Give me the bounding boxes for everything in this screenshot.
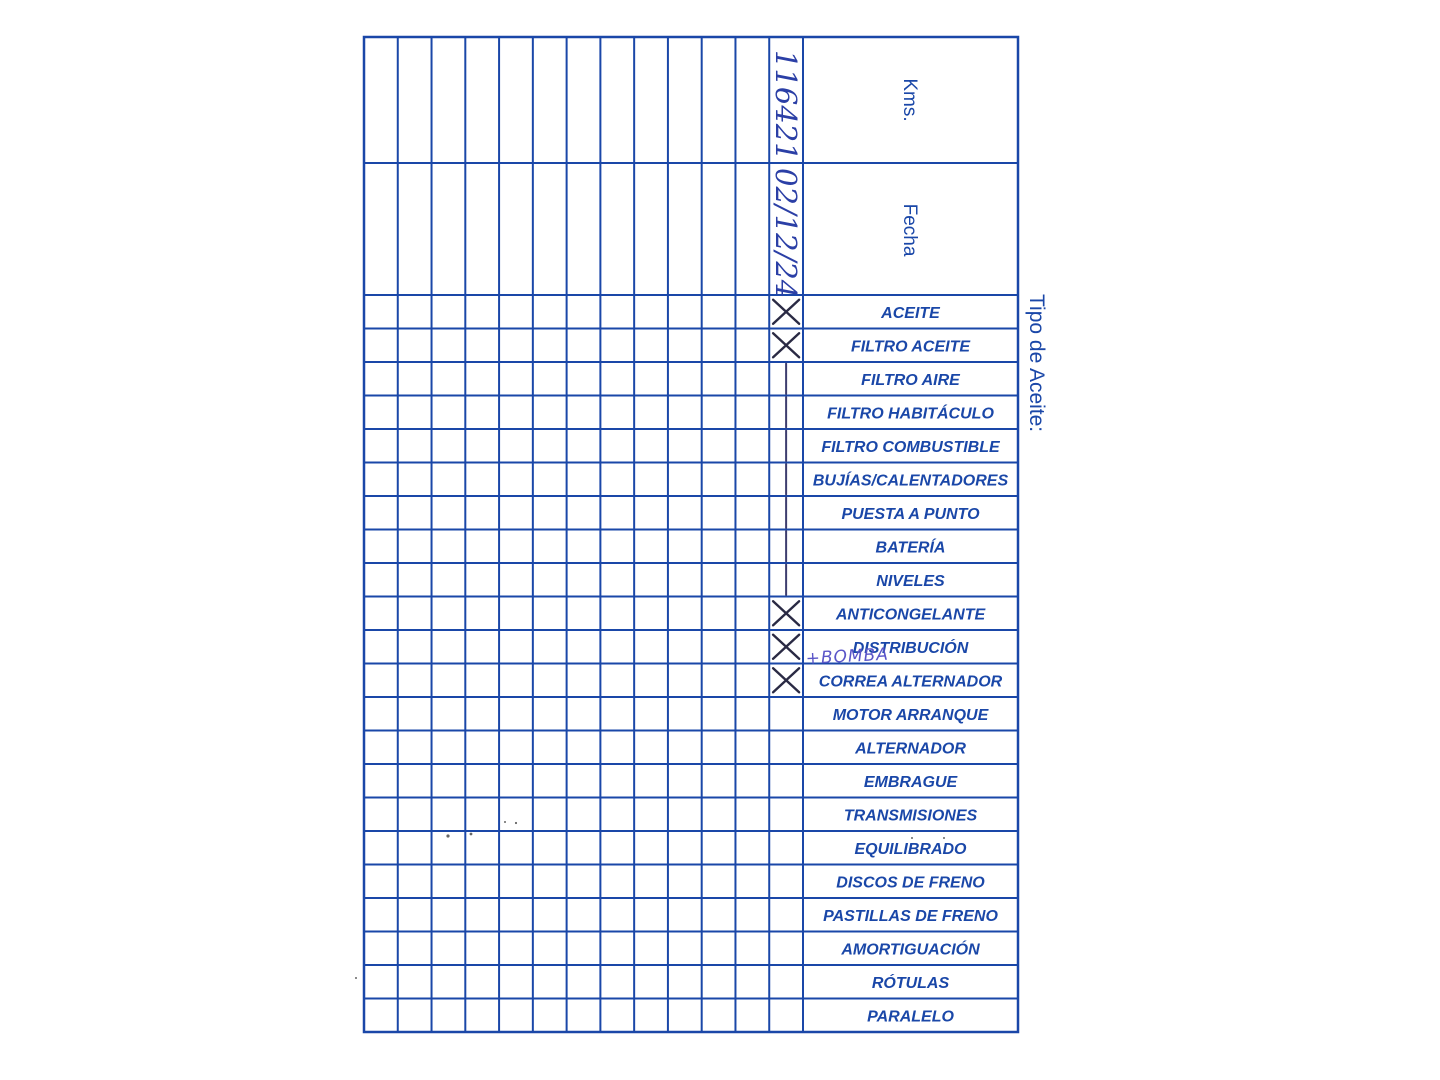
handwritten-kms[interactable]: 116421 <box>769 50 803 161</box>
service-label: BUJÍAS/CALENTADORES <box>812 472 1009 490</box>
scan-speck <box>943 837 945 839</box>
scan-speck <box>470 833 473 836</box>
service-label: FILTRO COMBUSTIBLE <box>821 438 1000 456</box>
check-mark-x[interactable] <box>773 635 799 659</box>
service-label: BATERÍA <box>875 539 946 557</box>
service-label: PARALELO <box>867 1008 954 1026</box>
scan-speck <box>355 977 357 979</box>
check-mark-x[interactable] <box>773 668 799 692</box>
service-label: ANTICONGELANTE <box>835 606 986 624</box>
scan-speck <box>504 821 506 823</box>
distribucion-note: +BOMBA <box>805 644 890 669</box>
check-mark-x[interactable] <box>773 300 799 324</box>
service-label: NIVELES <box>876 572 945 590</box>
scan-speck <box>911 837 913 839</box>
service-label: FILTRO ACEITE <box>850 338 971 356</box>
service-label: MOTOR ARRANQUE <box>832 706 989 724</box>
scan-speck <box>515 822 517 824</box>
service-label: EQUILIBRADO <box>854 840 967 858</box>
service-label: FILTRO AIRE <box>861 371 960 389</box>
service-label: TRANSMISIONES <box>843 807 978 825</box>
service-label: ALTERNADOR <box>855 740 966 758</box>
service-label: AMORTIGUACIÓN <box>841 941 980 959</box>
check-mark-x[interactable] <box>773 601 799 625</box>
kms-header: Kms. <box>899 78 920 122</box>
service-label: RÓTULAS <box>871 974 950 992</box>
service-label: FILTRO HABITÁCULO <box>827 405 994 423</box>
service-label: CORREA ALTERNADOR <box>818 673 1003 691</box>
oil-type-label: Tipo de Aceite: <box>1025 294 1048 433</box>
check-mark-x[interactable] <box>773 333 799 357</box>
service-label: PASTILLAS DE FRENO <box>823 907 998 925</box>
service-label: DISTRIBUCIÓN <box>852 639 969 657</box>
service-label: DISCOS DE FRENO <box>836 874 985 892</box>
scan-speck <box>446 834 449 837</box>
handwritten-fecha[interactable]: 02/12/24 <box>769 168 803 299</box>
service-label: PUESTA A PUNTO <box>841 505 980 523</box>
service-label: EMBRAGUE <box>863 773 958 791</box>
service-label: ACEITE <box>881 304 940 322</box>
fecha-header: Fecha <box>899 203 920 257</box>
